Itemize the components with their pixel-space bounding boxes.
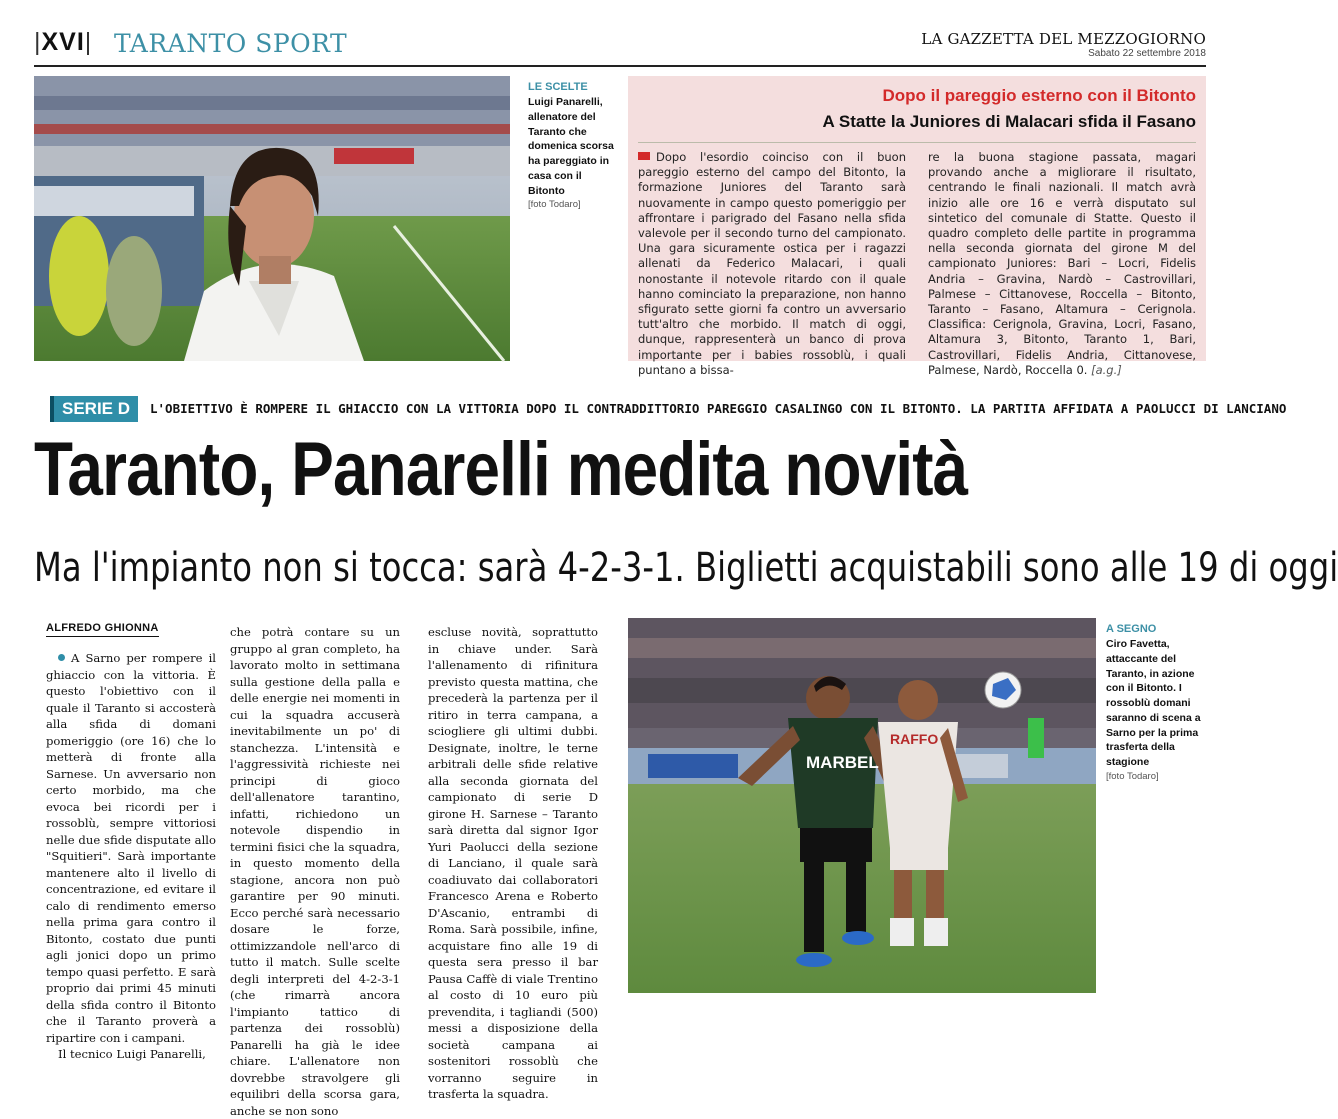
sidebar-signature: [a.g.]	[1091, 362, 1122, 377]
caption-text: Ciro Favetta, attaccante del Taranto, in azione con il Bitonto. I rossoblù domani saranno di scena a Sarno per la prima trasferta della stagione	[1106, 638, 1201, 768]
article-paragraph: che potrà contare su un gruppo al gran completo, ha lavorato molto in settimana sulla gestione della palla e delle energie nei momenti in cui la squadra accuserà inevitabilmente un po' di stanchezza. L'intensità e l'aggressività richieste nei principi di gioco dell'allenatore tarantino, infatti, richiedono un notevole dispendio in termini fisici che la squadra, in questo momento della stagione, ancora non può garantire per 90 minuti. Ecco perché sarà necessario dosare le forze, ottimizzandole nell'arco di tutto il match. Sulle scelte degli interpreti del 4-2-3-1 (che rimarrà ancora l'impianto tattico di partenza dei rossoblù) Panarelli ha già le idee chiare. L'allenatore non dovrebbe stravolgere gli equilibri della scorsa gara, anche se non sono	[230, 625, 400, 1118]
caption-text: Luigi Panarelli, allenatore del Taranto che domenica scorsa ha pareggiato in casa con il Bitonto	[528, 96, 614, 197]
red-square-icon	[638, 152, 650, 160]
coach-photo	[34, 76, 510, 361]
photo-credit: [foto Todaro]	[1106, 770, 1159, 782]
article-paragraph: Il tecnico Luigi Panarelli,	[58, 1047, 206, 1061]
article-headline: Taranto, Panarelli medita novità	[34, 427, 968, 512]
article-subheadline: Ma l'impianto non si tocca: sarà 4-2-3-1. Biglietti acquistabili sono alle 19 di oggi	[34, 545, 1338, 591]
page-number: |XVI|	[34, 28, 93, 56]
section-tag: SERIE D	[50, 396, 138, 422]
article-column-3	[428, 624, 598, 1103]
match-photo	[628, 618, 1096, 993]
newspaper-name: LA GAZZETTA DEL MEZZOGIORNO	[921, 30, 1206, 48]
shirt-sponsor-white: RAFFO	[890, 731, 939, 747]
photo-credit: [foto Todaro]	[528, 199, 581, 211]
shirt-sponsor-green: MARBEL	[806, 753, 879, 772]
article-kicker-row	[50, 396, 1287, 422]
match-photo-caption	[1106, 622, 1206, 783]
article-kicker: L'OBIETTIVO È ROMPERE IL GHIACCIO CON LA VITTORIA DOPO IL CONTRADDITTORIO PAREGGIO CASALINGO CON IL BITONTO. LA PARTITA AFFIDATA A PAOLUCCI DI LANCIANO	[150, 401, 1287, 416]
caption-kicker: A SEGNO	[1106, 623, 1157, 635]
article-column-1	[46, 650, 216, 1063]
byline: ALFREDO GHIONNA	[46, 622, 159, 637]
sidebar-headline: A Statte la Juniores di Malacari sfida il Fasano	[822, 112, 1196, 131]
article-paragraph: escluse novità, soprattutto in chiave under. Sarà l'allenamento di rifinitura previsto questa mattina, che precederà la partenza per il ritiro in terra campana, a sciogliere gli ultimi dubbi. Designate, inoltre, le terne arbitrali delle sfide relative alla seconda giornata del campionato di serie D girone H. Sarnese – Taranto sarà diretta dal signor Igor Yuri Paolucci della sezione di Lanciano, il quale sarà coadiuvato dai collaboratori Francesco Arena e Roberto D'Ascanio, entrambi di Roma. Sarà possibile, infine, acquistare fino alle 19 di questa sera presso il bar Pausa Caffè di viale Trentino al costo di 10 euro più prevendita, i tagliandi (500) messi a disposizione della società campana ai sostenitori rossoblù che vorranno seguire in trasferta la squadra.	[428, 625, 598, 1101]
coach-photo-caption	[528, 80, 620, 212]
sidebar-overline: Dopo il pareggio esterno con il Bitonto	[882, 86, 1196, 105]
juniores-sidebar	[628, 76, 1206, 377]
sidebar-column-2: re la buona stagione passata, magari provando anche a migliorare il risultato, centrando le finali nazionali. Il match avrà inizio alle ore 16 e verrà disputato sul sintetico del comunale di Statte. Questo il quadro completo delle partite in programma nella seconda giornata del girone M del campionato Juniores: Bari – Locri, Fidelis Andria – Gravina, Nardò – Castrovillari, Palmese – Cittanovese, Roccella – Bitonto, Taranto – Fasano, Altamura – Cerignola. Classifica: Cerignola, Gravina, Locri, Fasano, Altamura 3, Bitonto, Taranto 1, Bari, Castrovillari, Fidelis Andria, Cittanovese, Palmese, Nardò, Roccella 0. [a.g.]	[928, 150, 1196, 377]
caption-kicker: LE SCELTE	[528, 81, 588, 93]
sidebar-column-1: Dopo l'esordio coinciso con il buon pareggio esterno del campo del Bitonto, la formazione Juniores del Taranto sarà nuovamente in campo questo pomeriggio per affrontare i parigrado del Fasano nella sfida valevole per il secondo turno del campionato. Una gara sicuramente ostica per i ragazzi allenati da Federico Malacari, i quali nonostante il notevole ritardo con il quale hanno cominciato la preparazione, non hanno sfigurato sette giorni fa contro un avversario tutt'altro che morbido. Il match di oggi, dunque, rappresenterà un banco di prova importante per i babies rossoblù, i quali puntano a bissa-	[638, 150, 906, 377]
section-name: TARANTO SPORT	[114, 29, 348, 58]
masthead-rule	[34, 65, 1206, 67]
article-column-2	[230, 624, 400, 1119]
sidebar-rule	[638, 142, 1196, 143]
blue-dot-icon	[58, 654, 65, 661]
issue-date: Sabato 22 settembre 2018	[1088, 48, 1206, 59]
article-paragraph: A Sarno per rompere il ghiaccio con la vittoria. È questo l'obiettivo con il quale il Taranto si accosterà alla sfida di domani pomeriggio (ore 16) che lo metterà di fronte alla Sarnese. Un avversario non certo morbido, ma che evoca bei ricordi per i rossoblù, sempre vittoriosi nelle due sfide disputate allo "Squitieri". Sarà importante mantenere alto il livello di concentrazione, ed evitare il calo di rendimento emerso nella prima gara contro il Bitonto, costato due punti agli jonici dopo un primo tempo quasi perfetto. E sarà proprio dai primi 45 minuti della sfida contro il Bitonto che il Taranto proverà a ripartire con i campani.	[46, 651, 216, 1045]
masthead	[34, 26, 1206, 66]
